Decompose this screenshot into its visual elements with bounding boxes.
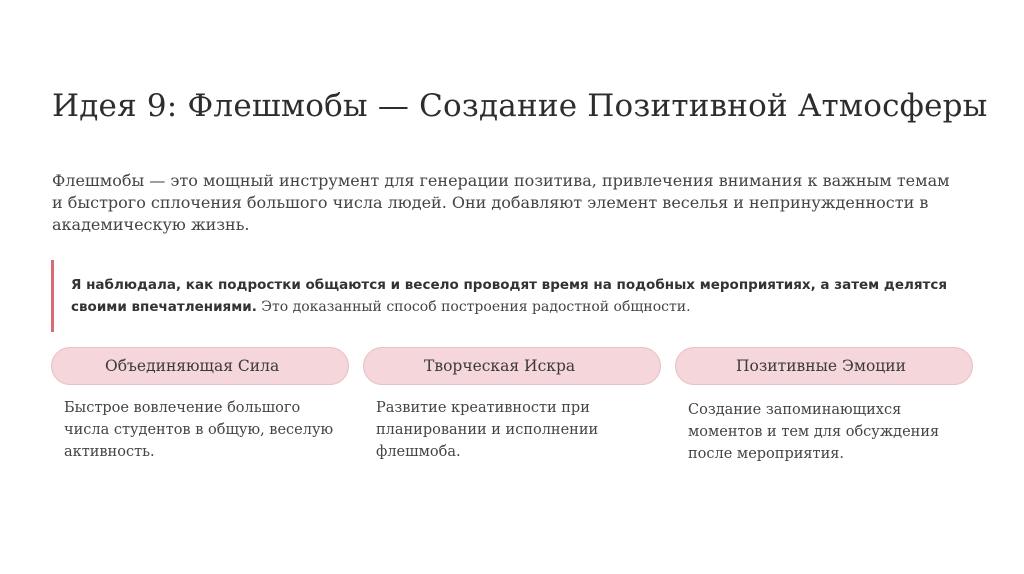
card-title: Позитивные Эмоции <box>736 357 906 375</box>
quote-text <box>71 274 951 318</box>
card-unifying-force <box>51 347 349 463</box>
card-title-pill <box>363 347 661 385</box>
card-description: Быстрое вовлечение большого числа студентов в общую, веселую активность. <box>64 400 334 460</box>
card-creative-spark <box>363 347 661 463</box>
card-positive-emotions <box>675 347 973 465</box>
card-description: Создание запоминающихся моментов и тем для обсуждения после мероприятия. <box>688 402 940 462</box>
card-title-pill <box>51 347 349 385</box>
quote-block <box>51 260 951 332</box>
card-title: Творческая Искра <box>424 357 576 375</box>
card-description: Развитие креативности при планировании и исполнении флешмоба. <box>376 400 599 460</box>
quote-rest: Это доказанный способ построения радостной общности. <box>256 299 691 315</box>
card-title-pill <box>675 347 973 385</box>
intro-paragraph: Флешмобы — это мощный инструмент для генерации позитива, привлечения внимания к важным темам и быстрого сплочения большого числа людей. Они добавляют элемент веселья и непринужденности в академическую жизнь. <box>52 171 950 234</box>
card-title: Объединяющая Сила <box>105 357 280 375</box>
slide-title: Идея 9: Флешмобы — Создание Позитивной Атмосферы <box>52 88 988 124</box>
quote-emphasis: Я наблюдала, как подростки общаются и весело проводят время на подобных мероприятиях, а затем делятся своими впечатлениями. <box>71 277 948 315</box>
